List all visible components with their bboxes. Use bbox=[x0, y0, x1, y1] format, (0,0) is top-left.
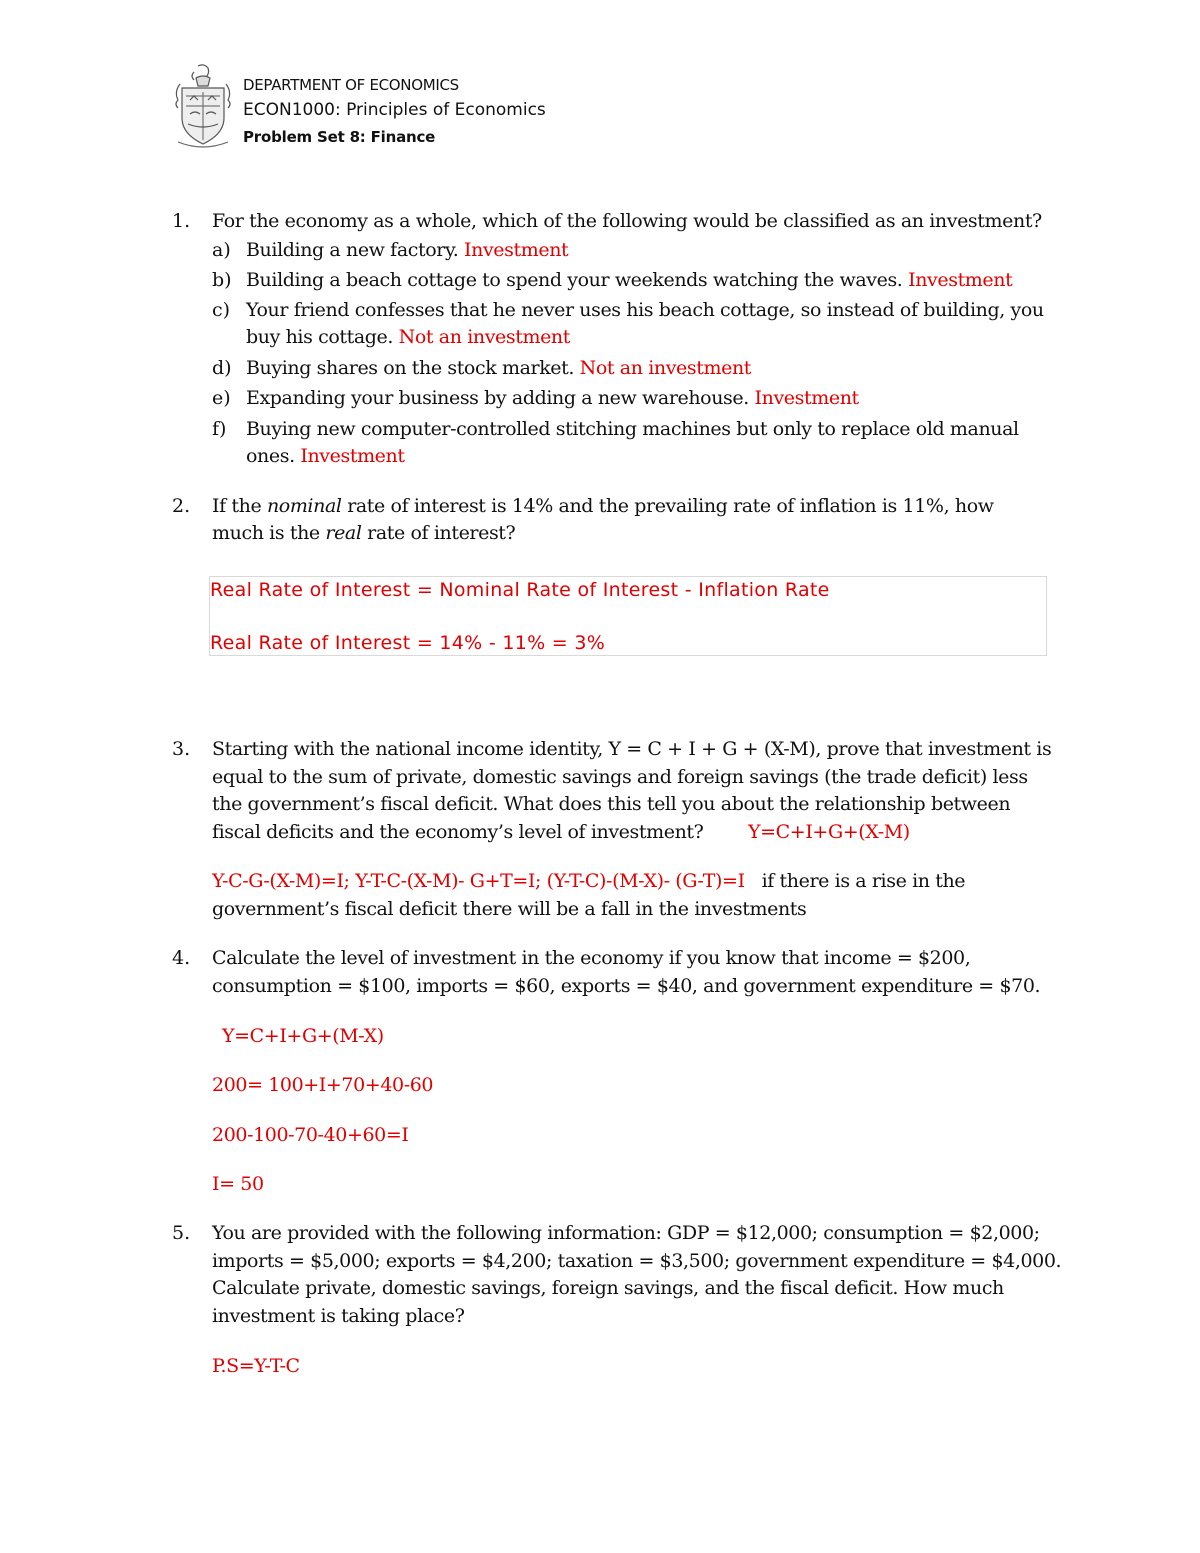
formula-box bbox=[209, 576, 1047, 656]
option-f-text2: ones. bbox=[246, 445, 295, 467]
option-e-label: e) bbox=[212, 387, 231, 409]
q4-step-3: 200-100-70-40+60=I bbox=[212, 1124, 409, 1146]
option-a bbox=[246, 239, 568, 261]
option-c-text2: buy his cottage. bbox=[246, 326, 394, 348]
option-c-answer: Not an investment bbox=[398, 326, 571, 348]
option-a-text: Building a new factory. bbox=[246, 239, 459, 261]
question-3-inline-answer: Y=C+I+G+(X-M) bbox=[748, 821, 910, 843]
q2-emphasis: nominal bbox=[266, 495, 342, 517]
option-c-text: Your friend confesses that he never uses his beach cottage, so instead of building, you bbox=[246, 299, 1044, 321]
option-d bbox=[246, 357, 751, 379]
q2-text: rate of interest? bbox=[361, 522, 516, 544]
option-e-answer: Investment bbox=[754, 387, 859, 409]
question-5-line-4: investment is taking place? bbox=[212, 1305, 465, 1327]
question-4-line-1: Calculate the level of investment in the economy if you know that income = $200, bbox=[212, 947, 971, 969]
q2-text: rate of interest is 14% and the prevailing rate of inflation is 11%, how bbox=[341, 495, 994, 517]
q4-step-4: I= 50 bbox=[212, 1173, 264, 1195]
option-a-label: a) bbox=[212, 239, 231, 261]
q4-step-2: 200= 100+I+70+40-60 bbox=[212, 1074, 434, 1096]
option-b bbox=[246, 269, 1012, 291]
question-3-line-2: equal to the sum of private, domestic savings and foreign savings (the trade deficit) less bbox=[212, 766, 1028, 788]
question-3-line-4: fiscal deficits and the economy’s level of investment? bbox=[212, 821, 704, 843]
option-d-answer: Not an investment bbox=[579, 357, 752, 379]
option-e bbox=[246, 387, 859, 409]
question-4-line-2: consumption = $100, imports = $60, exports = $40, and government expenditure = $70. bbox=[212, 975, 1041, 997]
question-1-number: 1. bbox=[172, 210, 191, 232]
question-5-line-3: Calculate private, domestic savings, foreign savings, and the fiscal deficit. How much bbox=[212, 1277, 1004, 1299]
q5-answer: P.S=Y-T-C bbox=[212, 1355, 300, 1377]
q2-emphasis: real bbox=[325, 522, 362, 544]
option-c-cont bbox=[246, 326, 570, 348]
option-f-cont bbox=[246, 445, 405, 467]
question-3-answer-line-2: government’s fiscal deficit there will be a fall in the investments bbox=[212, 898, 807, 920]
option-b-answer: Investment bbox=[908, 269, 1013, 291]
q3-answer-tail: if there is a rise in the bbox=[761, 870, 966, 892]
question-3-line-1: Starting with the national income identity, Y = C + I + G + (X-M), prove that investment is bbox=[212, 738, 1052, 760]
department-name: DEPARTMENT OF ECONOMICS bbox=[243, 76, 459, 94]
option-b-text: Building a beach cottage to spend your weekends watching the waves. bbox=[246, 269, 903, 291]
option-c-label: c) bbox=[212, 299, 231, 321]
option-f-answer: Investment bbox=[300, 445, 405, 467]
option-a-answer: Investment bbox=[464, 239, 569, 261]
question-5-number: 5. bbox=[172, 1222, 191, 1244]
question-2-line-1 bbox=[212, 495, 994, 517]
option-b-label: b) bbox=[212, 269, 232, 291]
option-d-label: d) bbox=[212, 357, 232, 379]
option-f-label: f) bbox=[212, 418, 227, 440]
formula-line-1: Real Rate of Interest = Nominal Rate of Interest - Inflation Rate bbox=[210, 579, 830, 601]
problem-set-title: Problem Set 8: Finance bbox=[243, 128, 436, 146]
option-e-text: Expanding your business by adding a new warehouse. bbox=[246, 387, 749, 409]
question-5-line-2: imports = $5,000; exports = $4,200; taxation = $3,500; government expenditure = $4,000. bbox=[212, 1250, 1062, 1272]
formula-line-2: Real Rate of Interest = 14% - 11% = 3% bbox=[210, 632, 606, 654]
option-f-text: Buying new computer-controlled stitching machines but only to replace old manual bbox=[246, 418, 1019, 440]
q2-text: If the bbox=[212, 495, 267, 517]
question-1-text: For the economy as a whole, which of the following would be classified as an investment? bbox=[212, 210, 1042, 232]
question-3-number: 3. bbox=[172, 738, 191, 760]
option-d-text: Buying shares on the stock market. bbox=[246, 357, 575, 379]
question-2-line-2 bbox=[212, 522, 515, 544]
university-crest-icon bbox=[172, 62, 234, 152]
question-3-answer-line-1 bbox=[212, 870, 965, 892]
q3-answer-derivation: Y-C-G-(X-M)=I; Y-T-C-(X-M)- G+T=I; (Y-T-C)-(M-X)- (G-T)=I bbox=[212, 870, 745, 892]
q2-text: much is the bbox=[212, 522, 326, 544]
course-title: ECON1000: Principles of Economics bbox=[243, 100, 546, 120]
q4-step-1: Y=C+I+G+(M-X) bbox=[222, 1025, 384, 1047]
question-3-line-3: the government’s fiscal deficit. What does this tell you about the relationship between bbox=[212, 793, 1011, 815]
question-5-line-1: You are provided with the following information: GDP = $12,000; consumption = $2,000; bbox=[212, 1222, 1040, 1244]
question-4-number: 4. bbox=[172, 947, 191, 969]
question-2-number: 2. bbox=[172, 495, 191, 517]
